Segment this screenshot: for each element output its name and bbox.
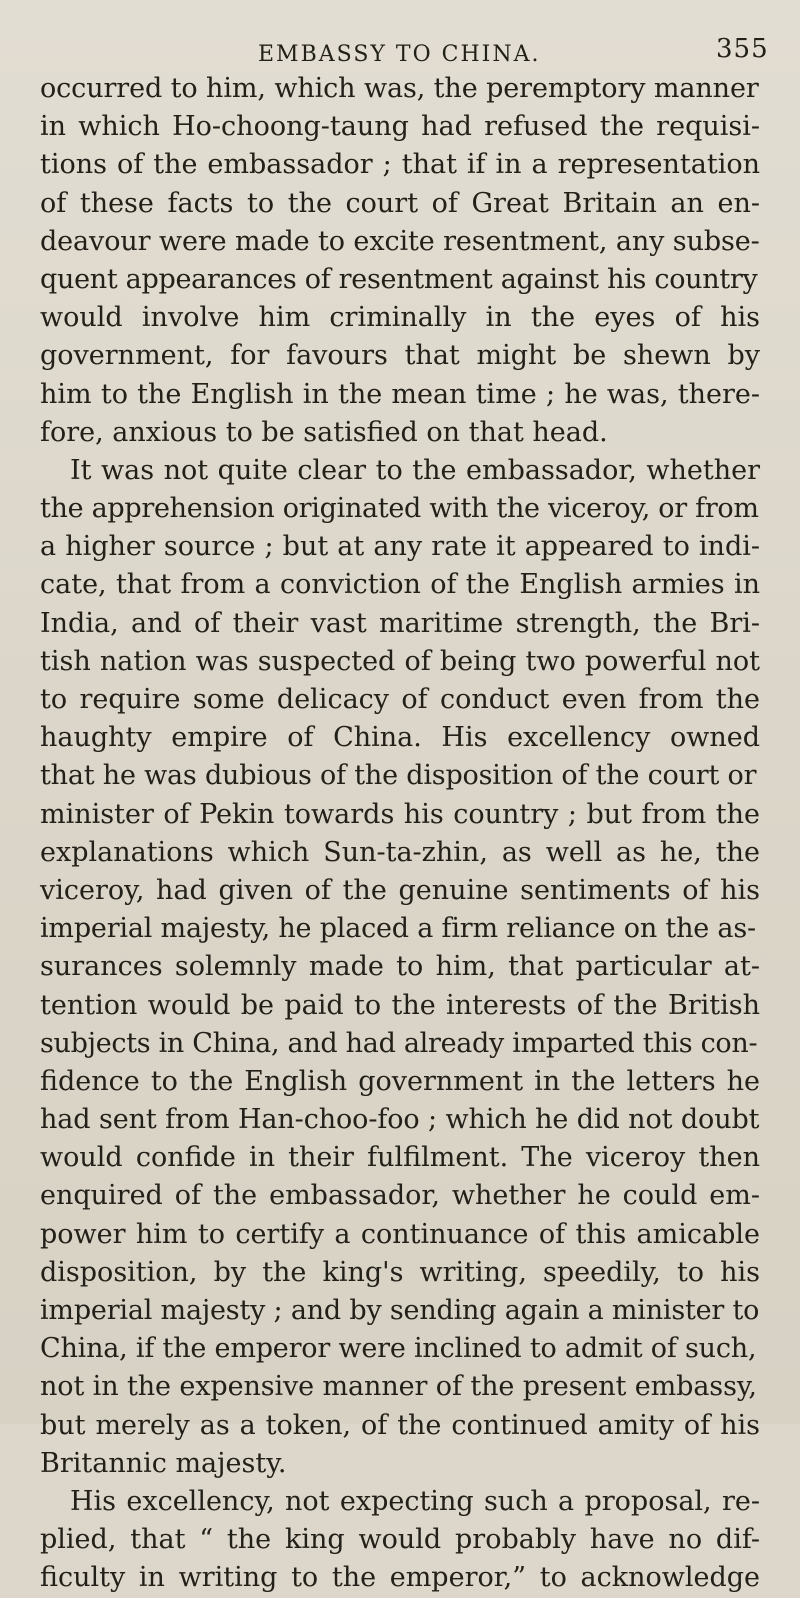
- text-line: subjects in China, and had already imparted this con-: [40, 1027, 758, 1059]
- text-line: It was not quite clear to the embassador, whether: [70, 454, 760, 486]
- text-line: fore, anxious to be satisfied on that head.: [40, 416, 608, 448]
- text-line: deavour were made to excite resentment, any subse-: [40, 225, 760, 257]
- page-number: 355: [716, 34, 769, 64]
- text-line: tish nation was suspected of being two powerful not: [40, 645, 760, 677]
- text-line: to require some delicacy of conduct even from the: [40, 684, 760, 715]
- running-head: EMBASSY TO CHINA.: [258, 42, 541, 67]
- text-line: haughty empire of China. His excellency owned: [40, 722, 760, 754]
- text-line: but merely as a token, of the continued amity of his: [40, 1409, 760, 1441]
- text-line: the apprehension originated with the viceroy, or from: [40, 493, 759, 525]
- text-line: in which Ho-choong-taung had refused the requisi-: [40, 111, 760, 143]
- text-line: power him to certify a continuance of this amicable: [40, 1218, 760, 1250]
- text-line: surances solemnly made to him, that particular at-: [40, 951, 760, 983]
- text-line: occurred to him, which was, the peremptory manner: [40, 73, 759, 104]
- text-line: a higher source ; but at any rate it appeared to indi-: [40, 531, 760, 563]
- text-line: explanations which Sun-ta-zhin, as well as he, the: [40, 836, 760, 868]
- text-line: Britannic majesty.: [40, 1447, 287, 1479]
- text-line: tention would be paid to the interests of the British: [40, 989, 760, 1021]
- text-line: India, and of their vast maritime strength, the Bri-: [40, 607, 760, 639]
- text-line: ficulty in writing to the emperor,” to acknowledge: [40, 1562, 760, 1594]
- text-line: government, for favours that might be shewn by: [40, 340, 760, 372]
- page-header: [0, 30, 800, 70]
- text-line: of these facts to the court of Great Britain an en-: [40, 187, 760, 219]
- text-line: plied, that “ the king would probably have no dif-: [40, 1524, 760, 1556]
- text-line: China, if the emperor were inclined to admit of such,: [40, 1333, 757, 1365]
- text-line: imperial majesty ; and by sending again a minister to: [40, 1295, 760, 1326]
- text-line: quent appearances of resentment against his country: [40, 263, 758, 295]
- text-line: cate, that from a conviction of the English armies in: [40, 569, 760, 601]
- text-line: viceroy, had given of the genuine sentiments of his: [40, 874, 760, 906]
- text-line: that he was dubious of the disposition of the court or: [40, 760, 757, 792]
- text-line: would involve him criminally in the eyes of his: [40, 302, 760, 334]
- text-line: disposition, by the king's writing, speedily, to his: [40, 1256, 760, 1288]
- text-line: His excellency, not expecting such a proposal, re-: [70, 1485, 760, 1517]
- text-line: had sent from Han-choo-foo ; which he did not doubt: [40, 1104, 760, 1136]
- text-line: imperial majesty, he placed a firm reliance on the as-: [40, 913, 756, 945]
- text-line: him to the English in the mean time ; he was, there-: [40, 378, 760, 410]
- text-line: minister of Pekin towards his country ; but from the: [40, 798, 760, 830]
- text-line: enquired of the embassador, whether he could em-: [40, 1180, 760, 1212]
- body-text: [40, 70, 760, 1598]
- text-line: not in the expensive manner of the present embassy,: [40, 1371, 757, 1403]
- text-line: tions of the embassador ; that if in a representation: [40, 149, 760, 181]
- text-line: fidence to the English government in the letters he: [40, 1065, 760, 1097]
- text-line: would confide in their fulfilment. The viceroy then: [40, 1142, 760, 1174]
